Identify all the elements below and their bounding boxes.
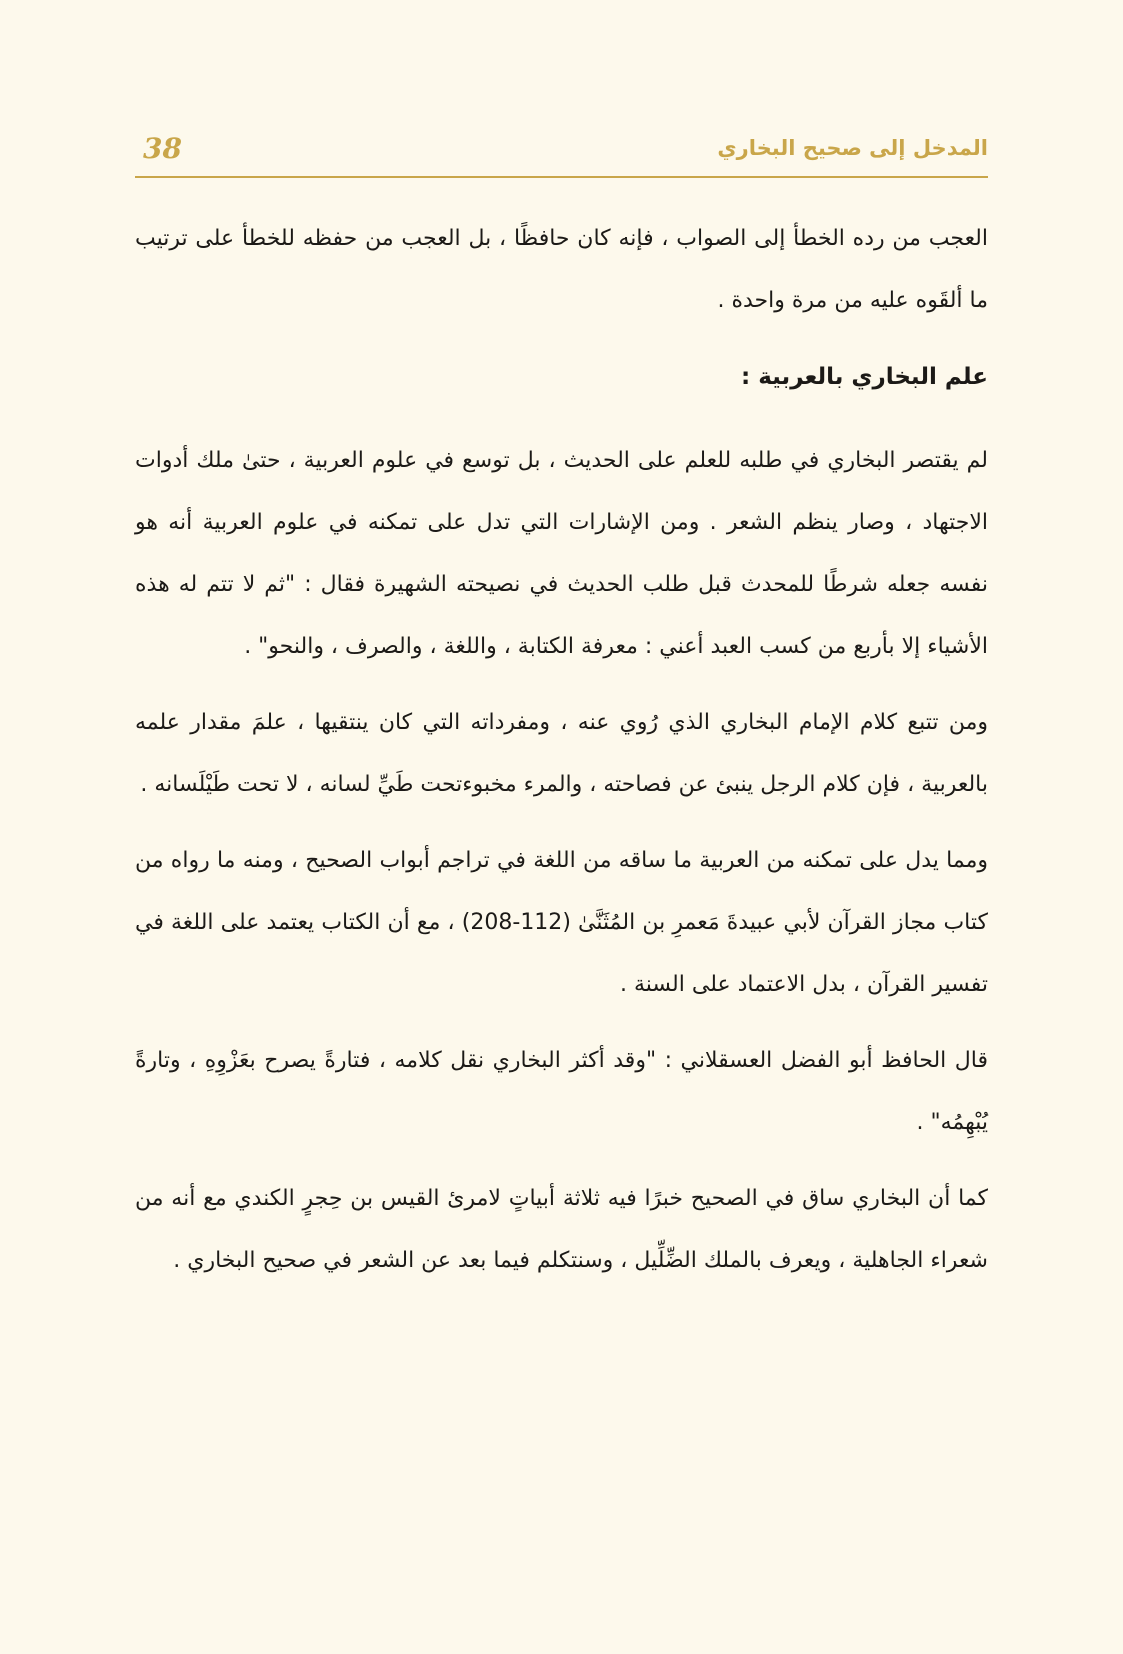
paragraph-6: كما أن البخاري ساق في الصحيح خبرًا فيه ثلاثة أبياتٍ لامرئ القيس بن حِجرٍ الكندي مع أنه من شعراء الجاهلية ، ويعرف بالملك الضِّلِّيل ، وسنتكلم فيما بعد عن الشعر في صحيح البخاري . xyxy=(135,1186,988,1273)
running-title: المدخل إلى صحيح البخاري xyxy=(717,136,988,160)
section-heading: علم البخاري بالعربية : xyxy=(741,364,988,390)
page-header xyxy=(135,128,988,178)
text-body xyxy=(135,208,988,1306)
paragraph-5: قال الحافظ أبو الفضل العسقلاني : "وقد أكثر البخاري نقل كلامه ، فتارةً يصرح بعَزْوِهِ ، وتارةً يُبْهِمُه" . xyxy=(135,1048,988,1135)
page-number: 38 xyxy=(143,132,182,165)
paragraph-4: ومما يدل على تمكنه من العربية ما ساقه من اللغة في تراجم أبواب الصحيح ، ومنه ما رواه من كتاب مجاز القرآن لأبي عبيدةَ مَعمرِ بن المُثَنَّىٰ (112-208) ، مع أن الكتاب يعتمد على اللغة في تفسير القرآن ، بدل الاعتماد على السنة . xyxy=(135,848,988,997)
paragraph-2: لم يقتصر البخاري في طلبه للعلم على الحديث ، بل توسع في علوم العربية ، حتىٰ ملك أدوات الاجتهاد ، وصار ينظم الشعر . ومن الإشارات التي تدل على تمكنه في علوم العربية أنه هو نفسه جعله شرطًا للمحدث قبل طلب الحديث في نصيحته الشهيرة فقال : "ثم لا تتم له هذه الأشياء إلا بأربع من كسب العبد أعني : معرفة الكتابة ، واللغة ، والصرف ، والنحو" . xyxy=(135,448,988,659)
paragraph-3: ومن تتبع كلام الإمام البخاري الذي رُوي عنه ، ومفرداته التي كان ينتقيها ، علمَ مقدار علمه بالعربية ، فإن كلام الرجل ينبئ عن فصاحته ، والمرء مخبوءتحت طَيِّ لسانه ، لا تحت طَيْلَسانه . xyxy=(135,710,988,797)
paragraph-1: العجب من رده الخطأ إلى الصواب ، فإنه كان حافظًا ، بل العجب من حفظه للخطأ على ترتيب ما ألقَوه عليه من مرة واحدة . xyxy=(135,226,988,313)
